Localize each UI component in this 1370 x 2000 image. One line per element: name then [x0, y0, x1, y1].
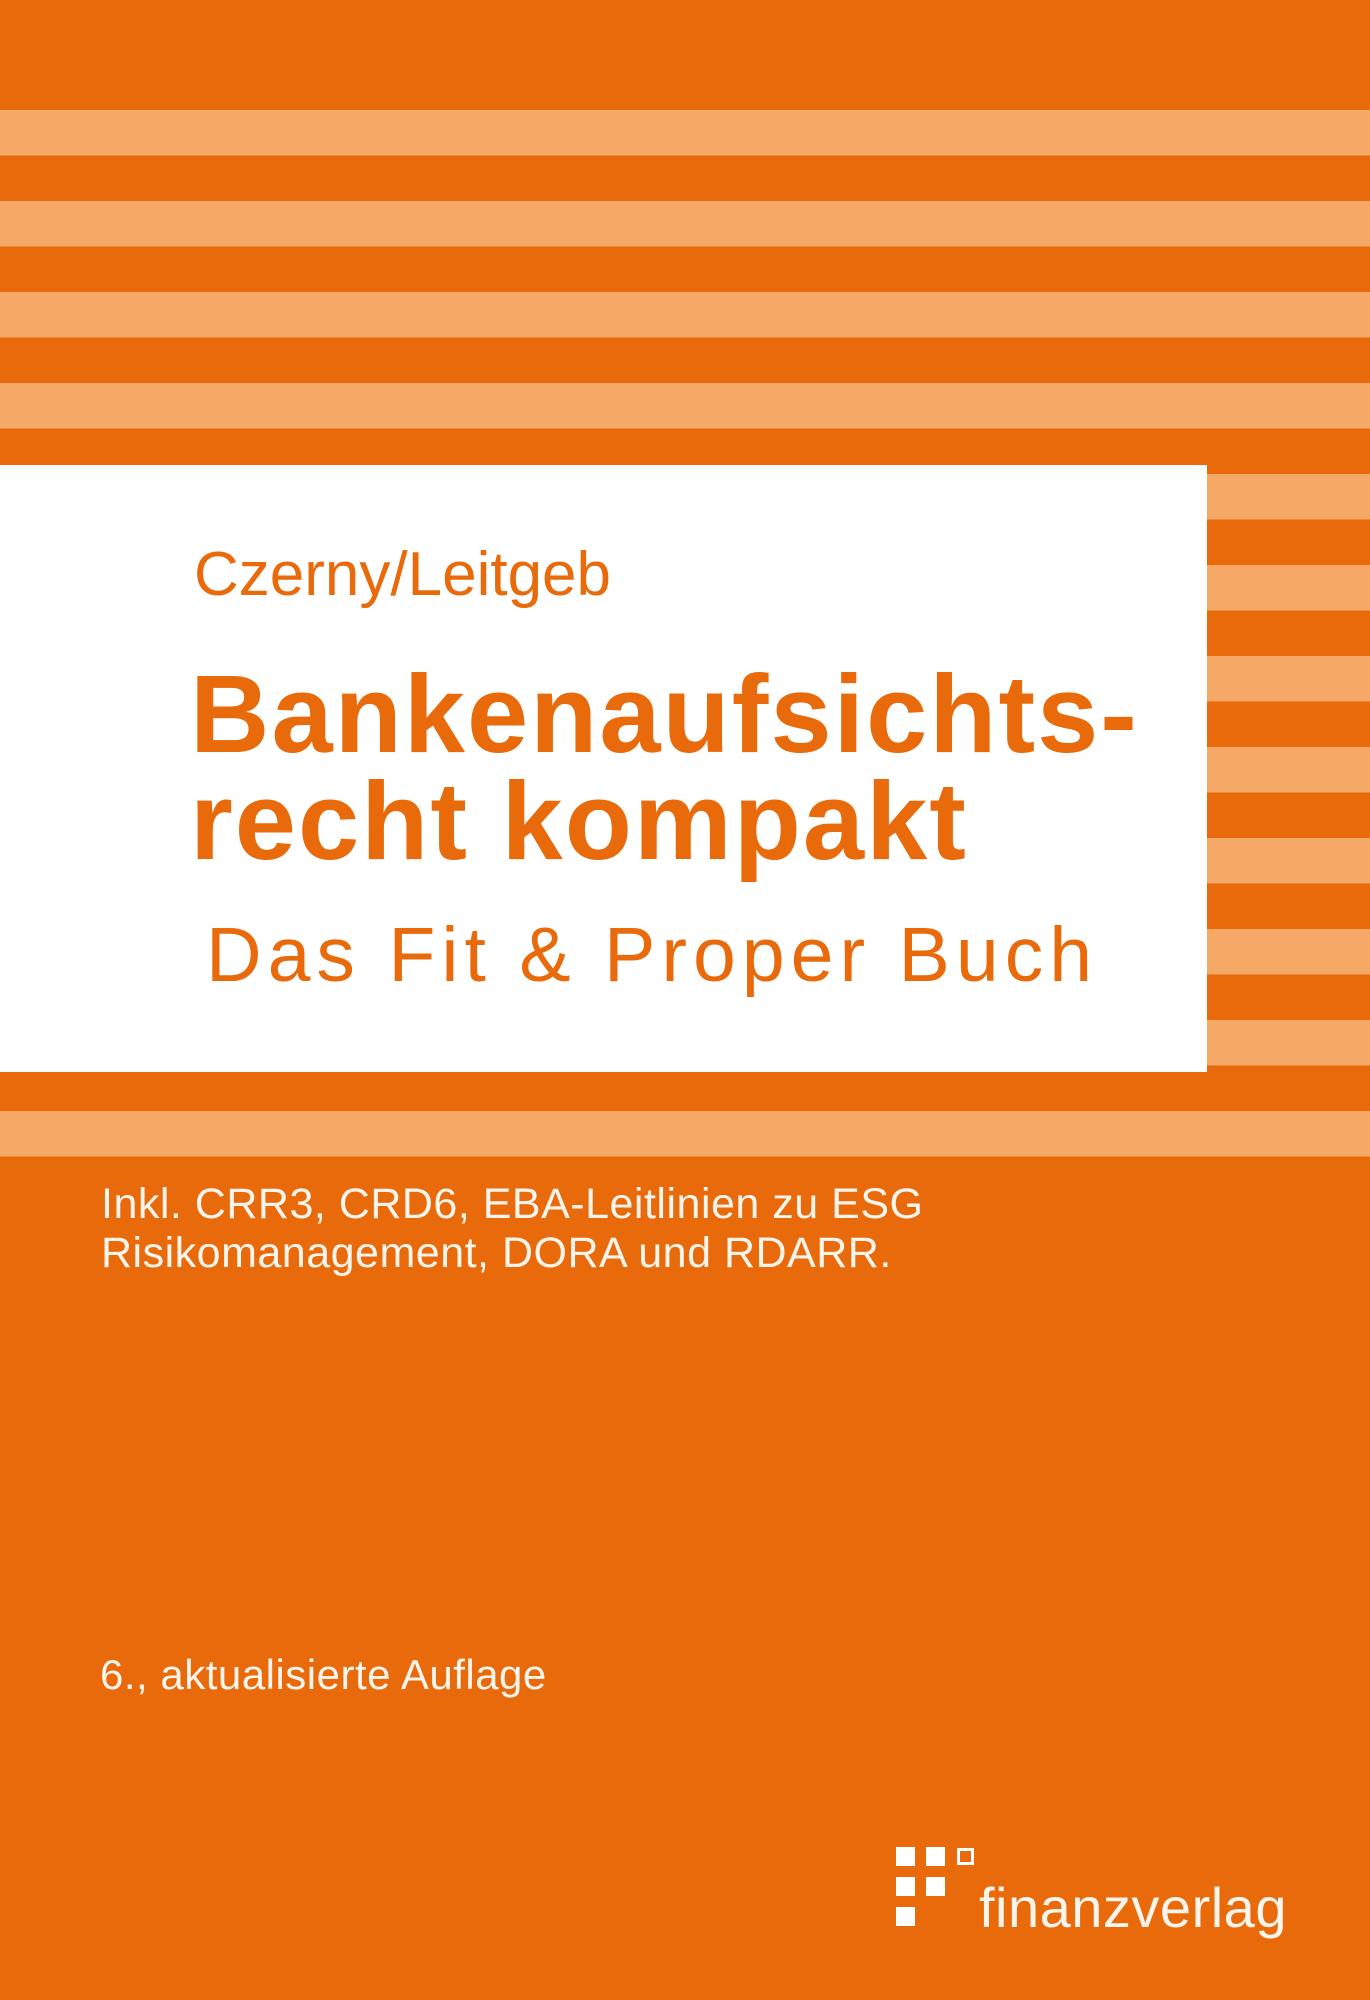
logo-outline-square — [957, 1848, 974, 1865]
book-title-line1: Bankenaufsichts- — [190, 653, 1139, 776]
logo-square — [926, 1847, 945, 1866]
publisher-logo — [896, 1847, 1296, 1957]
author-line: Czerny/Leitgeb — [194, 540, 612, 609]
edition-note: 6., aktualisierte Auflage — [100, 1651, 547, 1698]
logo-square — [896, 1877, 915, 1896]
book-title-line2: recht kompakt — [190, 760, 968, 883]
book-subtitle: Das Fit & Proper Buch — [206, 912, 1099, 998]
publisher-wordmark: finanzverlag — [979, 1876, 1287, 1939]
logo-square — [896, 1907, 915, 1926]
logo-square — [926, 1877, 945, 1896]
tagline-line1: Inkl. CRR3, CRD6, EBA-Leitlinien zu ESG — [101, 1180, 924, 1228]
tagline-line2: Risikomanagement, DORA und RDARR. — [101, 1229, 892, 1277]
tagline — [101, 1180, 923, 1278]
book-title — [190, 653, 1139, 883]
logo-square — [896, 1847, 915, 1866]
finanzverlag-logo-icon — [896, 1847, 976, 1927]
